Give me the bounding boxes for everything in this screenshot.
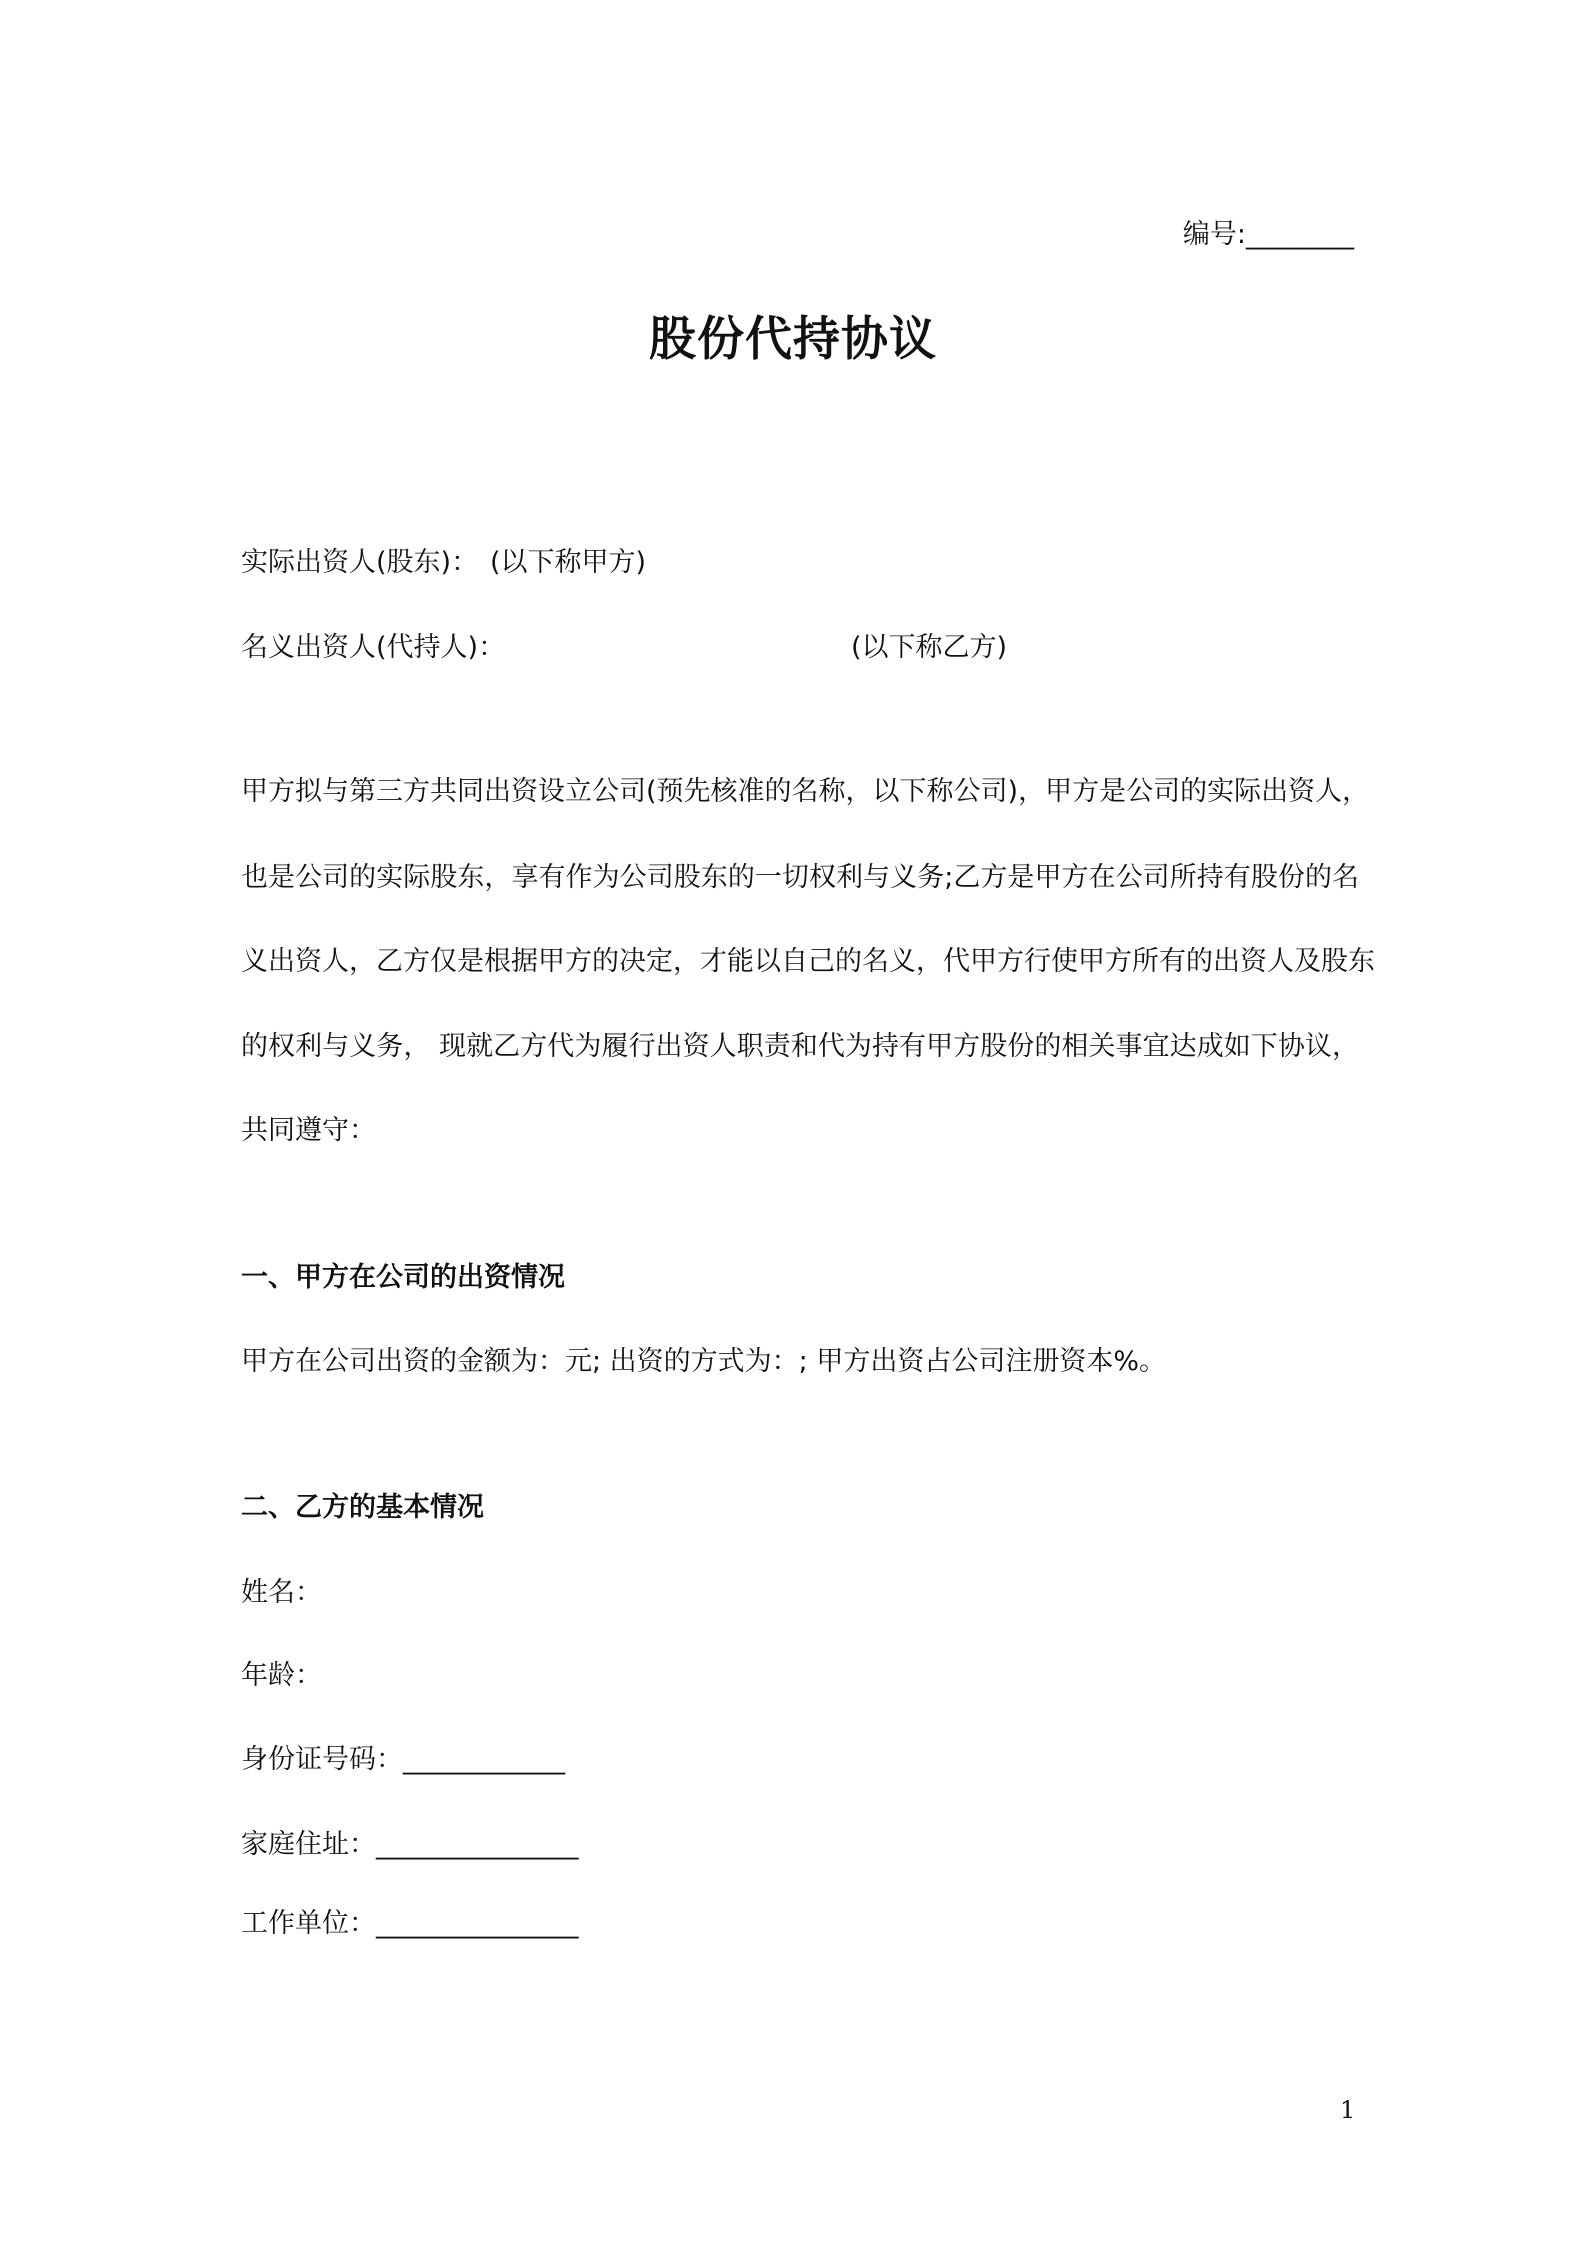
section-2-heading: 二、乙方的基本情况 <box>241 1492 484 1523</box>
page-number: 1 <box>1340 2096 1356 2124</box>
section-1-heading: 一、甲方在公司的出资情况 <box>241 1262 565 1293</box>
field-id-number: 身份证号码：____________ <box>241 1744 565 1775</box>
field-name: 姓名： <box>241 1577 322 1608</box>
section-1-text: 甲方在公司出资的金额为：元; 出资的方式为：; 甲方出资占公司注册资本%。 <box>241 1346 1167 1377</box>
party-a-label: 实际出资人(股东)： <box>241 547 479 578</box>
intro-line: 也是公司的实际股东，享有作为公司股东的一切权利与义务;乙方是甲方在公司所持有股份的名 <box>241 862 1359 893</box>
field-employer: 工作单位：_______________ <box>241 1908 579 1939</box>
intro-line: 义出资人，乙方仅是根据甲方的决定，才能以自己的名义，代甲方行使甲方所有的出资人及股东 <box>241 946 1375 977</box>
document-title: 股份代持协议 <box>649 312 937 367</box>
intro-line: 的权利与义务， 现就乙方代为履行出资人职责和代为持有甲方股份的相关事宜达成如下协议， <box>241 1031 1359 1062</box>
party-b-label: 名义出资人(代持人)： <box>241 632 506 663</box>
field-age: 年龄： <box>241 1660 322 1691</box>
party-a-suffix: (以下称甲方) <box>490 547 647 578</box>
intro-line: 甲方拟与第三方共同出资设立公司(预先核准的名称，以下称公司)，甲方是公司的实际出资人， <box>241 776 1370 807</box>
intro-line: 共同遵守： <box>241 1115 376 1146</box>
field-home-address: 家庭住址：_______________ <box>241 1829 579 1860</box>
document-number: 编号:________ <box>1182 219 1354 250</box>
party-b-suffix: (以下称乙方) <box>851 632 1008 663</box>
